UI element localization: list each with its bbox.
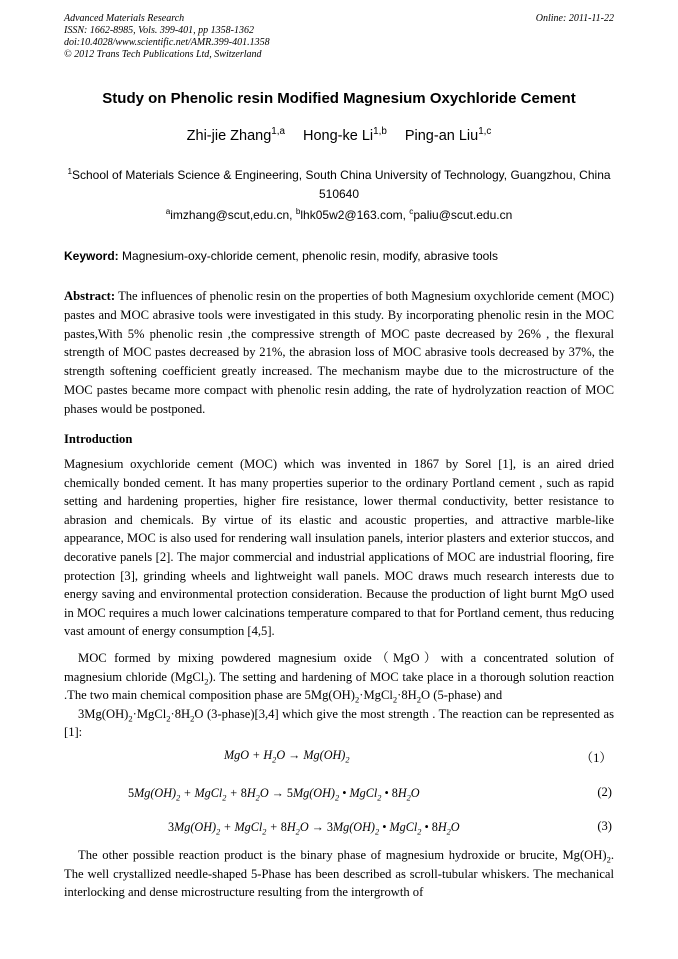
author-name: Hong-ke Li — [303, 128, 374, 144]
author-affil-mark: 1,c — [478, 126, 492, 138]
email-mark: c — [409, 207, 414, 216]
journal-header — [64, 13, 270, 61]
issn-line: ISSN: 1662-8985, Vols. 399-401, pp 1358-1362 — [64, 25, 254, 36]
author-list — [0, 128, 678, 144]
equation-number: （1） — [580, 751, 612, 765]
keywords-text: Magnesium-oxy-chloride cement, phenolic resin, modify, abrasive tools — [118, 249, 498, 263]
author-affil-mark: 1,b — [373, 126, 387, 138]
author-name: Ping-an Liu — [404, 128, 479, 144]
email-link[interactable]: lhk05w2@163.com, — [300, 208, 410, 222]
journal-name: Advanced Materials Research — [64, 13, 185, 24]
section-heading-introduction: Introduction — [64, 432, 133, 446]
author-name: Zhi-jie Zhang — [186, 128, 272, 144]
author-affil-mark: 1,a — [271, 126, 285, 138]
copyright-line: © 2012 Trans Tech Publications Ltd, Switzerland — [64, 49, 262, 60]
email-list — [0, 208, 678, 222]
equation-3: $3Mg(OH)_2$ + MgCl$_2$ + $8H_2O \to 3Mg(OH)_2$ • MgCl$_2$ • $8H_2O$ — [168, 820, 460, 837]
equation-number: (3) — [597, 819, 612, 833]
equation-number: (2) — [597, 785, 612, 799]
email-link[interactable]: imzhang@scut,edu.cn, — [170, 208, 296, 222]
affiliation-text: School of Materials Science & Engineering, South China University of Technology, Guangzhou, China 510640 — [72, 168, 611, 201]
doi-line[interactable]: doi:10.4028/www.scientific.net/AMR.399-401.1358 — [64, 37, 270, 48]
email-mark: a — [165, 207, 171, 216]
abstract — [64, 287, 614, 419]
abstract-text: The influences of phenolic resin on the properties of both Magnesium oxychloride cement (MOC) pastes and MOC abrasive tools were investigated in this study. By incorporating phenolic resin in the MOC pastes,With 5% phenolic resin ,the compressive strength of MOC paste decreased by 26% , the flexural strength of MOC pastes decreased by 21%, the abrasion loss of MOC abrasive tools decreased by 37%, the strength softening coefficient greatly increased. The mechanism maybe due to the microstructure of the MOC pastes became more compact with phenolic resin adding, the rate of hydrolyzation reaction of MOC phases would be postponed. — [64, 289, 614, 416]
paper-title: Study on Phenolic resin Modified Magnesium Oxychloride Cement — [102, 90, 576, 107]
author — [187, 128, 285, 144]
email-link[interactable]: paliu@scut.edu.cn — [413, 208, 513, 222]
author — [405, 128, 492, 144]
affiliation-mark: 1 — [67, 167, 72, 176]
affiliation — [64, 166, 614, 204]
keywords — [64, 249, 616, 263]
keywords-label: Keyword: — [64, 249, 119, 263]
email-mark: b — [295, 207, 301, 216]
author — [303, 128, 387, 144]
equation-1: MgO + $H_2O \to Mg(OH)_2$ — [224, 748, 350, 765]
online-date: Online: 2011-11-22 — [535, 13, 614, 24]
equation-2: $5Mg(OH)_2$ + MgCl$_2$ + $8H_2O \to 5Mg(OH)_2$ • MgCl$_2$ • $8H_2O$ — [128, 786, 420, 803]
abstract-label: Abstract: — [64, 289, 116, 303]
paragraph-intro-2: MOC formed by mixing powdered magnesium oxide（MgO）with a concentrated solution of magnesium chloride (MgCl$_2$). The setting and hardening of MOC take place in a thorough solution reaction .The two main chemical composition phase are $5Mg(OH)_2\cdot MgCl_2\cdot 8H_2O$ (5-phase) and $3Mg(OH)_2\cdot MgCl_2\cdot 8H_2O$ (3-phase)[3,4] which give the most strength . The reaction can be represented as [1]: — [64, 651, 614, 740]
paragraph-intro-1: Magnesium oxychloride cement (MOC) which was invented in 1867 by Sorel [1], is an aired dried chemically bonded cement. It has many properties superior to the ordinary Portland cement , such as rapid setting and hardening properties, higher fire resistance, lower thermal conductivity, better resistance to abrasion and chemicals. By virtue of its elastic and acoustic properties, and attractive marble-like appearance, MOC is also used for rendering wall insulation panels, interior plasters and exterior stuccos, and decorative panels [2]. The major commercial and industrial applications of MOC are industrial flooring, fire protection [3], grinding wheels and lightweight wall panels. MOC draws much research interests due to energy saving and environmental protection consideration. Because the production of light burnt MgO used in MOC requires a much lower calcinations temperature compared to that for Portland cement, thus reducing vast amount of energy consumption [4,5]. — [64, 457, 614, 639]
paragraph-intro-3: The other possible reaction product is the binary phase of magnesium hydroxide or brucite, $Mg(OH)_2$. The well crystallized needle-shaped 5-Phase has been described as scroll-tubular whiskers. The mechanical interlocking and dense microstructure resulting from the intergrowth of — [64, 848, 614, 900]
